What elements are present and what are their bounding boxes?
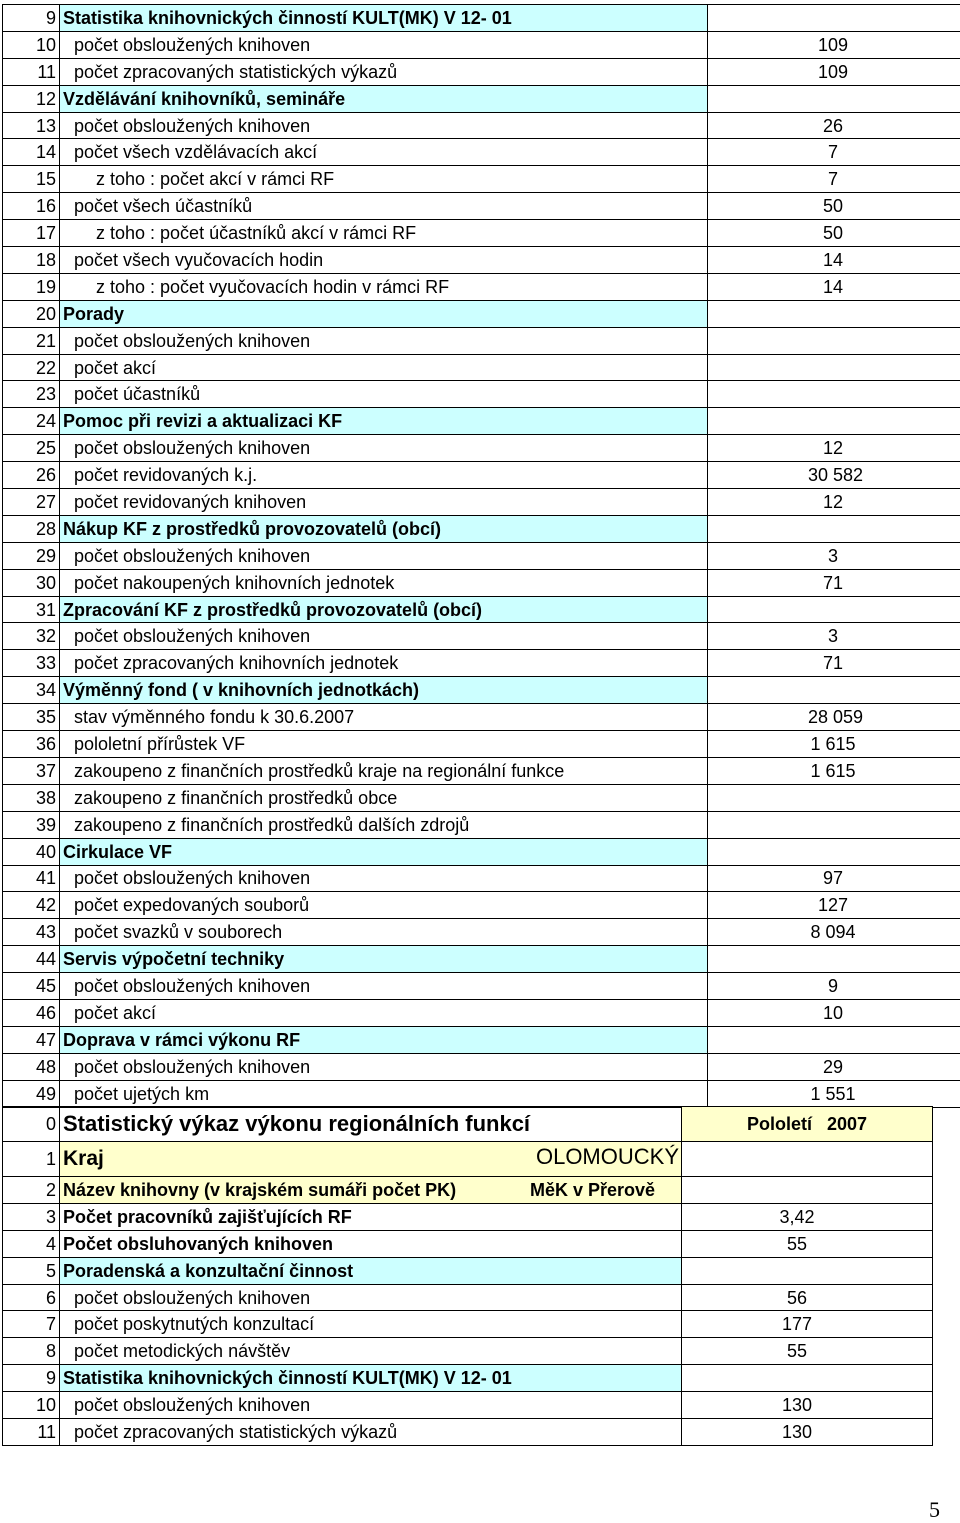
row-value: 50	[808, 196, 858, 216]
row-number: 21	[3, 327, 60, 354]
kraj-value: OLOMOUCKÝ	[536, 1147, 679, 1167]
row-number: 13	[3, 112, 60, 139]
table-row	[3, 1203, 933, 1230]
row-number: 3	[3, 1203, 60, 1230]
table-row	[3, 1026, 960, 1053]
value-cell	[708, 5, 960, 32]
section-heading: Zpracování KF z prostředků provozovatelů (obcí)	[60, 596, 708, 623]
row-number: 11	[3, 58, 60, 85]
table-row	[3, 757, 960, 784]
row-value: 3	[808, 546, 858, 566]
value-cell	[708, 435, 960, 462]
value-cell	[708, 569, 960, 596]
report-table-continued	[2, 4, 960, 1108]
table-row	[3, 5, 960, 32]
row-label: z toho : počet vyučovacích hodin v rámci RF	[60, 273, 708, 300]
row-label: počet metodických návštěv	[60, 1338, 682, 1365]
row-number: 40	[3, 838, 60, 865]
table-row	[3, 677, 960, 704]
table-row	[3, 273, 960, 300]
value-cell	[708, 408, 960, 435]
table-row	[3, 1080, 960, 1107]
value-cell	[708, 542, 960, 569]
row-number: 33	[3, 650, 60, 677]
row-value: 177	[752, 1314, 842, 1334]
row-value: 30 582	[808, 465, 858, 485]
table-row	[3, 354, 960, 381]
row-value: 71	[808, 653, 858, 673]
row-number: 15	[3, 166, 60, 193]
value-cell	[682, 1338, 933, 1365]
row-number: 41	[3, 865, 60, 892]
row-value: 8 094	[808, 922, 858, 942]
table-row	[3, 784, 960, 811]
row-label: počet obsloužených knihoven	[60, 31, 708, 58]
table-row	[3, 220, 960, 247]
table-row	[3, 1365, 933, 1392]
row-number: 17	[3, 220, 60, 247]
row-number: 42	[3, 892, 60, 919]
row-label: počet akcí	[60, 999, 708, 1026]
row-label: počet obsloužených knihoven	[60, 973, 708, 1000]
value-cell	[708, 677, 960, 704]
table-row	[3, 946, 960, 973]
row-number: 22	[3, 354, 60, 381]
value-cell	[708, 166, 960, 193]
table-row	[3, 892, 960, 919]
section-heading: Servis výpočetní techniky	[60, 946, 708, 973]
row-value: 130	[752, 1395, 842, 1415]
row-label: počet obsloužených knihoven	[60, 435, 708, 462]
row-number: 46	[3, 999, 60, 1026]
row-value: 56	[752, 1288, 842, 1308]
report-title: Statistický výkaz výkonu regionálních funkcí	[60, 1107, 682, 1142]
nazev-label: Název knihovny (v krajském sumáři počet PK)	[63, 1180, 456, 1200]
table-row	[3, 139, 960, 166]
table-row	[3, 489, 960, 516]
row-number: 7	[3, 1311, 60, 1338]
value-cell	[682, 1392, 933, 1419]
row-value: 1 615	[808, 734, 858, 754]
row-value: 12	[808, 492, 858, 512]
value-cell	[708, 811, 960, 838]
row-number: 32	[3, 623, 60, 650]
row-label: počet revidovaných knihoven	[60, 489, 708, 516]
row-label: počet zpracovaných statistických výkazů	[60, 1419, 682, 1446]
table-row	[3, 999, 960, 1026]
table-row	[3, 1284, 933, 1311]
value-cell	[708, 300, 960, 327]
section-heading: Statistika knihovnických činností KULT(MK) V 12- 01	[60, 5, 708, 32]
table-row	[3, 300, 960, 327]
row-label: počet obsloužených knihoven	[60, 865, 708, 892]
value-cell	[708, 596, 960, 623]
row-value: 7	[808, 169, 858, 189]
row-label: počet obsloužených knihoven	[60, 112, 708, 139]
value-cell	[708, 193, 960, 220]
row-label: počet účastníků	[60, 381, 708, 408]
table-row	[3, 381, 960, 408]
row-number: 48	[3, 1053, 60, 1080]
row-number: 16	[3, 193, 60, 220]
table-row	[3, 85, 960, 112]
row-number: 43	[3, 919, 60, 946]
table-row	[3, 462, 960, 489]
value-cell	[708, 58, 960, 85]
row-label: pololetní přírůstek VF	[60, 731, 708, 758]
row-value: 1 615	[808, 761, 858, 781]
row-label: zakoupeno z finančních prostředků kraje na regionální funkce	[60, 757, 708, 784]
value-cell	[682, 1203, 933, 1230]
row-value: 3,42	[752, 1207, 842, 1227]
row-label: počet všech vzdělávacích akcí	[60, 139, 708, 166]
row-value: 12	[808, 438, 858, 458]
value-cell	[708, 273, 960, 300]
table-row	[3, 327, 960, 354]
row-label: z toho : počet účastníků akcí v rámci RF	[60, 220, 708, 247]
value-cell	[708, 1026, 960, 1053]
value-cell	[708, 489, 960, 516]
table-row	[3, 1230, 933, 1257]
value-cell	[708, 354, 960, 381]
row-value: 14	[808, 277, 858, 297]
row-number: 37	[3, 757, 60, 784]
table-row	[3, 31, 960, 58]
value-cell	[708, 1080, 960, 1107]
row-number: 47	[3, 1026, 60, 1053]
row-number: 24	[3, 408, 60, 435]
section-heading: Výměnný fond ( v knihovních jednotkách)	[60, 677, 708, 704]
row-number: 23	[3, 381, 60, 408]
row-label: počet obsloužených knihoven	[60, 623, 708, 650]
nazev-value: MěK v Přerově	[530, 1180, 655, 1200]
row-number: 0	[3, 1107, 60, 1142]
row-number: 19	[3, 273, 60, 300]
table-row	[3, 58, 960, 85]
row-label: počet obsloužených knihoven	[60, 1053, 708, 1080]
row-value: 10	[808, 1003, 858, 1023]
row-value: 7	[808, 142, 858, 162]
empty-cell	[682, 1177, 933, 1204]
row-value: 109	[808, 62, 858, 82]
period-label: Pololetí	[747, 1114, 812, 1134]
row-number: 39	[3, 811, 60, 838]
table-row	[3, 1338, 933, 1365]
table-row	[3, 515, 960, 542]
table-row	[3, 865, 960, 892]
period-year: 2007	[827, 1114, 867, 1134]
value-cell	[708, 112, 960, 139]
row-number: 9	[3, 5, 60, 32]
row-value: 1 551	[808, 1084, 858, 1104]
page-number: 5	[929, 1497, 940, 1523]
row-label: počet všech účastníků	[60, 193, 708, 220]
nazev-row	[3, 1177, 933, 1204]
row-number: 1	[3, 1142, 60, 1177]
table-row	[3, 1311, 933, 1338]
row-label: počet obsloužených knihoven	[60, 542, 708, 569]
row-number: 29	[3, 542, 60, 569]
row-label: počet akcí	[60, 354, 708, 381]
table-row	[3, 247, 960, 274]
value-cell	[708, 139, 960, 166]
row-value: 127	[808, 895, 858, 915]
row-value: 9	[808, 976, 858, 996]
row-value: 3	[808, 626, 858, 646]
row-number: 4	[3, 1230, 60, 1257]
row-number: 25	[3, 435, 60, 462]
value-cell	[708, 462, 960, 489]
row-label: počet ujetých km	[60, 1080, 708, 1107]
value-cell	[708, 704, 960, 731]
section-heading: Poradenská a konzultační činnost	[60, 1257, 682, 1284]
value-cell	[708, 1053, 960, 1080]
row-number: 12	[3, 85, 60, 112]
row-number: 14	[3, 139, 60, 166]
table-row	[3, 166, 960, 193]
row-number: 27	[3, 489, 60, 516]
row-number: 44	[3, 946, 60, 973]
row-label: zakoupeno z finančních prostředků obce	[60, 784, 708, 811]
row-number: 30	[3, 569, 60, 596]
table-row	[3, 112, 960, 139]
row-value: 29	[808, 1057, 858, 1077]
row-value: 71	[808, 573, 858, 593]
row-value: 14	[808, 250, 858, 270]
table-row	[3, 1053, 960, 1080]
table-row	[3, 650, 960, 677]
row-number: 34	[3, 677, 60, 704]
value-cell	[682, 1365, 933, 1392]
table-row	[3, 193, 960, 220]
row-label: počet nakoupených knihovních jednotek	[60, 569, 708, 596]
row-label: stav výměnného fondu k 30.6.2007	[60, 704, 708, 731]
table-row	[3, 973, 960, 1000]
table-row	[3, 623, 960, 650]
table-row	[3, 731, 960, 758]
table-row	[3, 919, 960, 946]
row-label: zakoupeno z finančních prostředků dalších zdrojů	[60, 811, 708, 838]
section-heading: Pomoc při revizi a aktualizaci KF	[60, 408, 708, 435]
value-cell	[708, 381, 960, 408]
value-cell	[708, 784, 960, 811]
value-cell	[708, 892, 960, 919]
row-value: 109	[808, 35, 858, 55]
value-cell	[708, 220, 960, 247]
row-label: Počet obsluhovaných knihoven	[60, 1230, 682, 1257]
row-number: 10	[3, 31, 60, 58]
row-number: 11	[3, 1419, 60, 1446]
row-number: 20	[3, 300, 60, 327]
row-label: z toho : počet akcí v rámci RF	[60, 166, 708, 193]
value-cell	[682, 1419, 933, 1446]
table-row	[3, 811, 960, 838]
value-cell	[682, 1284, 933, 1311]
section-heading: Cirkulace VF	[60, 838, 708, 865]
table-row	[3, 596, 960, 623]
value-cell	[708, 919, 960, 946]
row-value: 130	[752, 1422, 842, 1442]
row-number: 26	[3, 462, 60, 489]
value-cell	[708, 623, 960, 650]
section-heading: Nákup KF z prostředků provozovatelů (obcí)	[60, 515, 708, 542]
table-row	[3, 1392, 933, 1419]
row-number: 10	[3, 1392, 60, 1419]
row-number: 5	[3, 1257, 60, 1284]
value-cell	[708, 865, 960, 892]
value-cell	[708, 650, 960, 677]
row-number: 45	[3, 973, 60, 1000]
value-cell	[682, 1311, 933, 1338]
row-number: 49	[3, 1080, 60, 1107]
row-number: 31	[3, 596, 60, 623]
table-row	[3, 1419, 933, 1446]
kraj-label: Kraj	[63, 1147, 104, 1170]
value-cell	[708, 31, 960, 58]
value-cell	[708, 247, 960, 274]
report-table-summary	[2, 1106, 933, 1446]
row-number: 18	[3, 247, 60, 274]
row-value: 28 059	[808, 707, 858, 727]
table-row	[3, 569, 960, 596]
value-cell	[708, 946, 960, 973]
row-label: počet svazků v souborech	[60, 919, 708, 946]
value-cell	[708, 327, 960, 354]
row-label: počet revidovaných k.j.	[60, 462, 708, 489]
table-row	[3, 1257, 933, 1284]
kraj-cell	[60, 1142, 682, 1177]
row-label: počet zpracovaných knihovních jednotek	[60, 650, 708, 677]
value-cell	[708, 757, 960, 784]
table-row	[3, 435, 960, 462]
row-number: 6	[3, 1284, 60, 1311]
value-cell	[708, 838, 960, 865]
row-number: 35	[3, 704, 60, 731]
nazev-cell	[60, 1177, 682, 1204]
empty-cell	[682, 1142, 933, 1177]
table-row	[3, 542, 960, 569]
row-label: počet obsloužených knihoven	[60, 327, 708, 354]
row-value: 55	[752, 1341, 842, 1361]
row-number: 9	[3, 1365, 60, 1392]
row-label: počet poskytnutých konzultací	[60, 1311, 682, 1338]
row-number: 8	[3, 1338, 60, 1365]
row-label: Počet pracovníků zajišťujících RF	[60, 1203, 682, 1230]
table-row	[3, 408, 960, 435]
period-cell	[682, 1107, 933, 1142]
row-label: počet zpracovaných statistických výkazů	[60, 58, 708, 85]
value-cell	[682, 1230, 933, 1257]
section-heading: Doprava v rámci výkonu RF	[60, 1026, 708, 1053]
section-heading: Vzdělávání knihovníků, semináře	[60, 85, 708, 112]
table-row	[3, 838, 960, 865]
row-value: 50	[808, 223, 858, 243]
row-label: počet expedovaných souborů	[60, 892, 708, 919]
row-label: počet obsloužených knihoven	[60, 1392, 682, 1419]
row-number: 36	[3, 731, 60, 758]
row-label: počet všech vyučovacích hodin	[60, 247, 708, 274]
value-cell	[682, 1257, 933, 1284]
row-value: 97	[808, 868, 858, 888]
row-value: 55	[752, 1234, 842, 1254]
kraj-row	[3, 1142, 933, 1177]
row-number: 2	[3, 1177, 60, 1204]
section-heading: Statistika knihovnických činností KULT(MK) V 12- 01	[60, 1365, 682, 1392]
row-number: 38	[3, 784, 60, 811]
value-cell	[708, 999, 960, 1026]
section-heading: Porady	[60, 300, 708, 327]
value-cell	[708, 515, 960, 542]
value-cell	[708, 731, 960, 758]
row-label: počet obsloužených knihoven	[60, 1284, 682, 1311]
value-cell	[708, 973, 960, 1000]
table-row	[3, 704, 960, 731]
row-number: 28	[3, 515, 60, 542]
value-cell	[708, 85, 960, 112]
row-value: 26	[808, 116, 858, 136]
title-row	[3, 1107, 933, 1142]
